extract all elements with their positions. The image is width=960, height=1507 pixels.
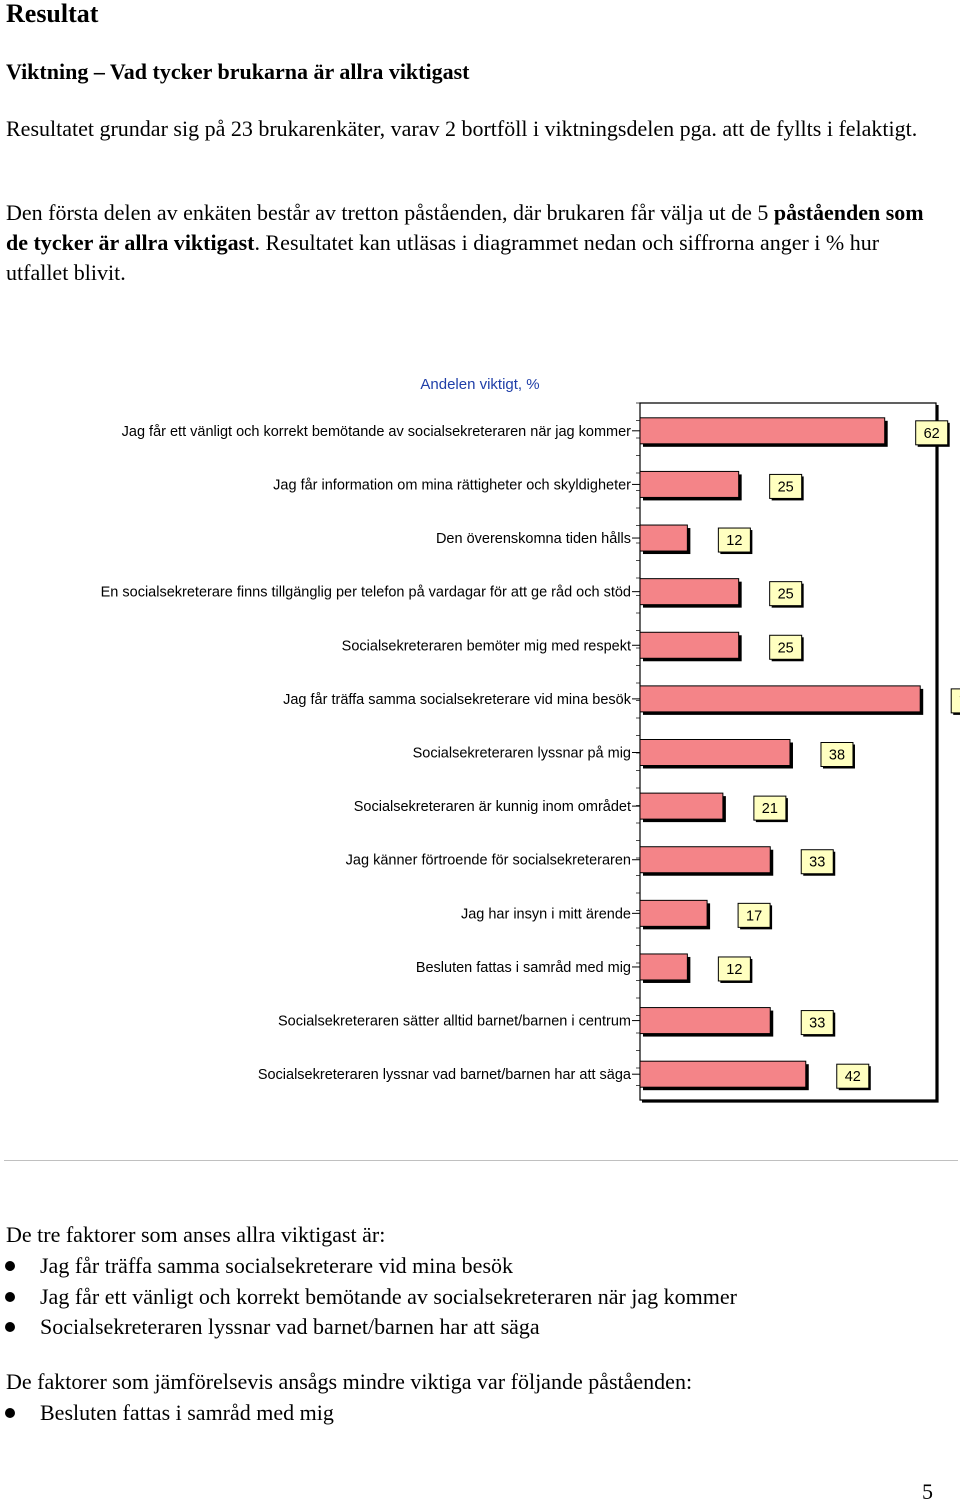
category-label: Jag får ett vänligt och korrekt bemötande av socialsekreteraren när jag kommer bbox=[121, 423, 631, 440]
category-label: En socialsekreterare finns tillgänglig per telefon på vardagar för att ge råd och stöd bbox=[100, 584, 631, 601]
page-title: Resultat bbox=[6, 0, 99, 28]
category-label: Socialsekreteraren lyssnar på mig bbox=[412, 745, 631, 762]
method-text-bold: påståenden som de tycker är allra viktigast bbox=[6, 200, 924, 255]
top3-heading: De tre faktorer som anses allra viktigast är: bbox=[6, 1222, 386, 1247]
category-label: Jag får träffa samma socialsekreterare vid mina besök bbox=[283, 691, 631, 708]
top3-list bbox=[0, 1251, 737, 1343]
value-label: 42 bbox=[844, 1069, 861, 1086]
bar bbox=[640, 418, 885, 444]
list-item-text: Socialsekreteraren lyssnar vad barnet/barnen har att säga bbox=[40, 1314, 540, 1339]
category-label: Jag känner förtroende för socialsekreteraren bbox=[345, 852, 631, 869]
bar bbox=[640, 525, 687, 551]
less-important-list bbox=[0, 1398, 334, 1429]
method-text-1: Den första delen av enkäten består av tretton påståenden, där brukaren får välja ut de 5 bbox=[6, 200, 774, 225]
bullet-icon bbox=[5, 1322, 15, 1332]
bar bbox=[640, 954, 687, 980]
list-item-text: Besluten fattas i samråd med mig bbox=[40, 1400, 334, 1425]
importance-chart bbox=[0, 360, 960, 1120]
bullet-icon bbox=[5, 1261, 15, 1271]
value-label: 21 bbox=[761, 801, 778, 818]
list-item-text: Jag får ett vänligt och korrekt bemötande av socialsekreteraren när jag kommer bbox=[40, 1283, 737, 1309]
bar bbox=[640, 900, 707, 926]
value-label: 12 bbox=[726, 533, 743, 550]
value-label: 25 bbox=[777, 479, 794, 496]
method-text-2: . Resultatet kan utläsas i diagrammet nedan och siffrorna anger i % hur utfallet blivit. bbox=[6, 230, 880, 285]
value-label: 33 bbox=[809, 1015, 826, 1032]
category-label: Socialsekreteraren bemöter mig med respekt bbox=[341, 638, 631, 655]
bar bbox=[640, 847, 770, 873]
value-label: 62 bbox=[923, 425, 940, 442]
bar bbox=[640, 579, 739, 605]
intro-paragraph: Resultatet grundar sig på 23 brukarenkäter, varav 2 bortföll i viktningsdelen pga. att de fyllts i felaktigt. bbox=[6, 116, 918, 141]
value-label: 25 bbox=[777, 640, 794, 657]
list-item bbox=[0, 1251, 737, 1282]
divider bbox=[4, 1160, 958, 1161]
list-item bbox=[0, 1312, 737, 1343]
importance-chart-svg bbox=[0, 360, 960, 1120]
category-label: Jag har insyn i mitt ärende bbox=[460, 906, 631, 923]
value-label: 12 bbox=[726, 961, 743, 978]
chart-title: Andelen viktigt, % bbox=[420, 376, 540, 393]
section-subtitle: Viktning – Vad tycker brukarna är allra viktigast bbox=[6, 59, 470, 84]
bar bbox=[640, 686, 920, 712]
list-item bbox=[0, 1282, 737, 1313]
method-paragraph bbox=[6, 198, 946, 288]
bullet-icon bbox=[5, 1292, 15, 1302]
category-label: Besluten fattas i samråd med mig bbox=[415, 959, 631, 976]
value-label: 25 bbox=[777, 586, 794, 603]
bar bbox=[640, 793, 723, 819]
bullet-icon bbox=[5, 1408, 15, 1418]
value-label: 17 bbox=[746, 908, 763, 925]
value-label: 38 bbox=[828, 747, 846, 764]
category-label: Socialsekreteraren sätter alltid barnet/barnen i centrum bbox=[277, 1013, 631, 1030]
less-important-heading: De faktorer som jämförelsevis ansågs mindre viktiga var följande påståenden: bbox=[6, 1369, 693, 1394]
bar bbox=[640, 1061, 806, 1087]
list-item-text: Jag får träffa samma socialsekreterare vid mina besök bbox=[40, 1253, 513, 1278]
bar bbox=[640, 471, 739, 497]
bar bbox=[640, 740, 790, 766]
category-label: Jag får information om mina rättigheter och skyldigheter bbox=[273, 477, 631, 494]
page-number: 5 bbox=[922, 1479, 933, 1504]
category-label: Den överenskomna tiden hålls bbox=[435, 531, 631, 548]
category-label: Socialsekreteraren lyssnar vad barnet/barnen har att säga bbox=[257, 1067, 631, 1084]
category-label: Socialsekreteraren är kunnig inom området bbox=[353, 799, 631, 816]
bar bbox=[640, 632, 739, 658]
value-label: 33 bbox=[809, 854, 826, 871]
bar bbox=[640, 1008, 770, 1034]
list-item bbox=[0, 1398, 334, 1429]
